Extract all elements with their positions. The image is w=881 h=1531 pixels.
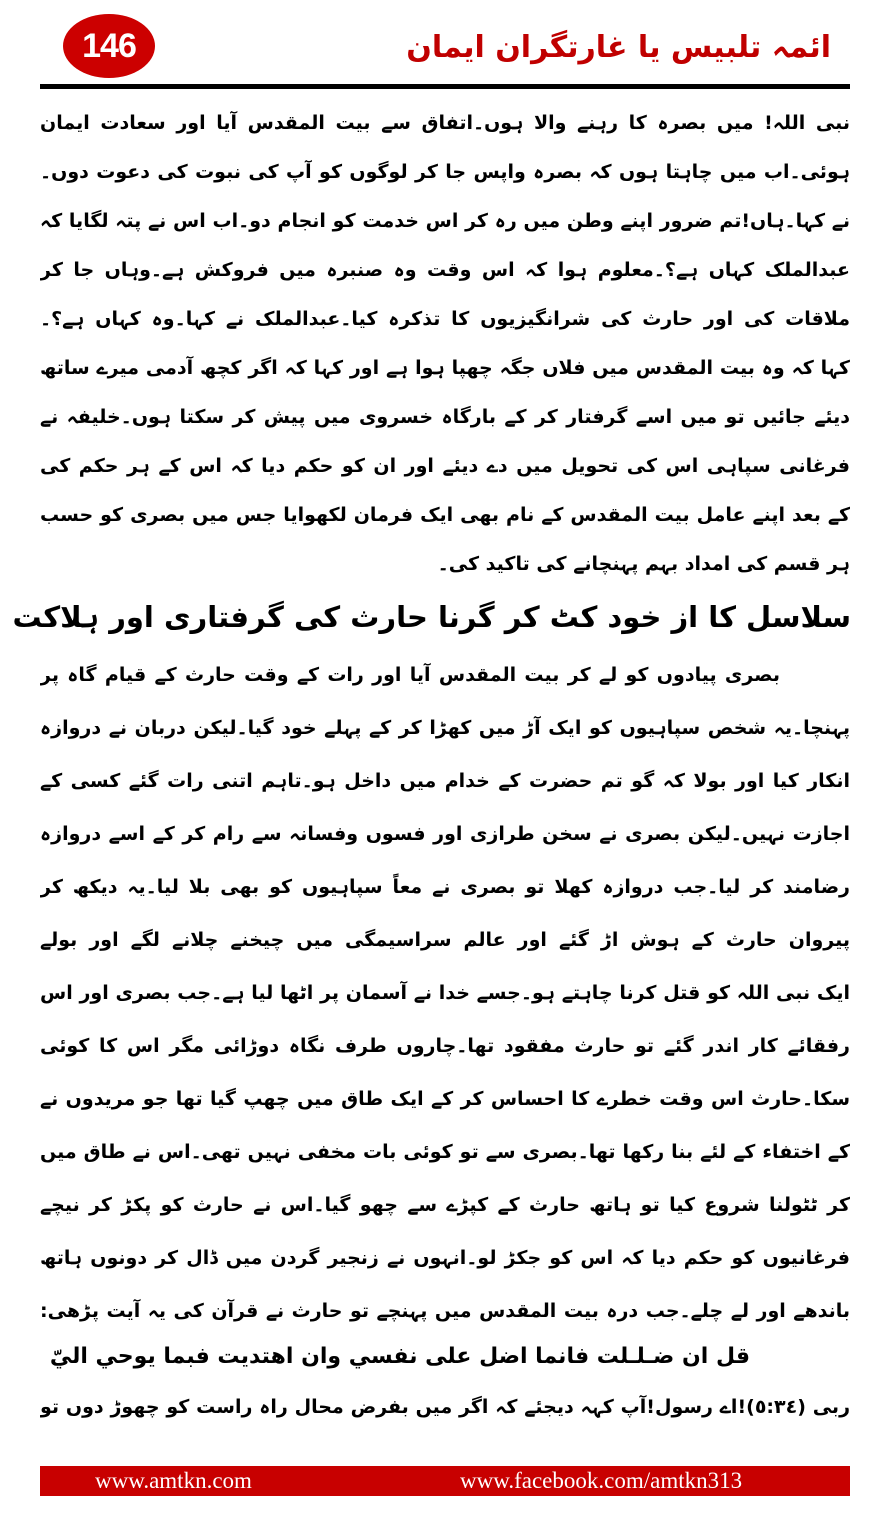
text-line: ہوئی۔اب میں چاہتا ہوں کہ بصرہ واپس جا کر لوگوں کو آپ کی نبوت کی دعوت دوں۔: [40, 161, 850, 183]
quran-quote: [40, 1332, 850, 1432]
website-link[interactable]: www.amtkn.com: [95, 1468, 252, 1493]
text-line: اجازت نہیں۔لیکن بصری نے سخن طرازی اور فسوں وفسانہ سے رام کر کے اسے دروازہ: [40, 823, 850, 845]
book-title: ائمہ تلبیس یا غارتگران ایمان: [406, 30, 831, 65]
page-number-badge: 146: [63, 14, 155, 78]
text-line: رضامند کر لیا۔جب دروازہ کھلا تو بصری نے معاً سپاہیوں کو بھی بلا لیا۔یہ دیکھ کر: [40, 876, 850, 898]
text-line: پہنچا۔یہ شخص سپاہیوں کو ایک آڑ میں کھڑا کر کے پہلے خود گیا۔لیکن دربان نے دروازہ: [40, 717, 850, 739]
text-line: بصری پیادوں کو لے کر بیت المقدس آیا اور رات کے وقت حارث کے قیام گاہ پر: [40, 664, 780, 686]
text-line: ہر قسم کی امداد بہم پہنچانے کی تاکید کی۔: [437, 553, 850, 575]
text-line: باندھے اور لے چلے۔جب درہ بیت المقدس میں پہنچے تو حارث نے قرآن کی یہ آیت پڑھی:: [40, 1300, 850, 1322]
paragraph-1: [40, 99, 850, 589]
text-line: عبدالملک کہاں ہے؟۔معلوم ہوا کہ اس وقت وہ صنبرہ میں فروکش ہے۔وہاں جا کر: [40, 259, 850, 281]
text-line: پیروان حارث کے ہوش اڑ گئے اور عالم سراسیمگی میں چیخنے چلانے لگے اور بولے: [40, 929, 850, 951]
text-line: کے بعد اپنے عامل بیت المقدس کے نام بھی ایک فرمان لکھوایا جس میں بصری کو حسب: [40, 504, 850, 526]
text-line: سکا۔حارث اس وقت خطرے کا احساس کر کے ایک طاق میں چھپ گیا تھا جو مریدوں نے: [40, 1088, 850, 1110]
text-line: دیئے جائیں تو میں اسے گرفتار کر کے بارگاہ خسروی میں پیش کر سکتا ہوں۔خلیفہ نے: [40, 406, 850, 428]
text-line: فرغانی سپاہی اس کی تحویل میں دے دیئے اور ان کو حکم دیا کہ اس کے ہر حکم کی: [40, 455, 850, 477]
text-line: کے اختفاء کے لئے بنا رکھا تھا۔بصری سے تو کوئی بات مخفی نہیں تھی۔اس نے طاق میں: [40, 1141, 850, 1163]
text-line: کر ٹٹولنا شروع کیا تو ہاتھ حارث کے کپڑے سے چھو گیا۔اس نے حارث کو پکڑ کر نیچے: [40, 1194, 850, 1216]
header-divider: [40, 84, 850, 89]
footer-bar: [40, 1466, 850, 1496]
paragraph-2: [40, 649, 850, 1338]
text-line: انکار کیا اور بولا کہ گو تم حضرت کے خدام میں داخل ہو۔تاہم اتنی رات گئے کسی کے: [40, 770, 850, 792]
text-line: فرغانیوں کو حکم دیا کہ اس کو جکڑ لو۔انہوں نے زنجیر گردن میں ڈال کر دونوں ہاتھ: [40, 1247, 850, 1269]
text-line: نبی اللہ! میں بصرہ کا رہنے والا ہوں۔اتفاق سے بیت المقدس آیا اور سعادت ایمان: [40, 112, 850, 134]
facebook-link[interactable]: www.facebook.com/amtkn313: [460, 1468, 743, 1493]
text-line: کہا کہ وہ بیت المقدس میں فلاں جگہ چھپا ہوا ہے اور کہا کہ اگر کچھ آدمی میرے ساتھ: [40, 357, 850, 379]
translation-line: ربی (٥:٣٤)!اے رسول!آپ کہہ دیجئے کہ اگر میں بفرض محال راہ راست کو چھوڑ دوں تو: [40, 1396, 850, 1418]
ayah-text: قل ان ضـلـلت فانما اضل على نفسي وان اهتديت فبما يوحي اليّ: [49, 1344, 750, 1369]
text-line: رفقائے کار اندر گئے تو حارث مفقود تھا۔چاروں طرف نگاہ دوڑائی مگر اس کا کوئی: [40, 1035, 850, 1057]
text-line: ایک نبی اللہ کو قتل کرنا چاہتے ہو۔جسے خدا نے آسمان پر اٹھا لیا ہے۔جب بصری اور اس: [40, 982, 850, 1004]
text-line: نے کہا۔ہاں!تم ضرور اپنے وطن میں رہ کر اس خدمت کو انجام دو۔اب اس نے پتہ لگایا کہ: [40, 210, 850, 232]
text-line: ملاقات کی اور حارث کی شرانگیزیوں کا تذکرہ کیا۔عبدالملک نے کہا۔وہ کہاں ہے؟۔: [40, 308, 850, 330]
section-heading: سلاسل کا از خود کٹ کر گرنا حارث کی گرفتاری اور ہلاکت: [12, 600, 851, 634]
